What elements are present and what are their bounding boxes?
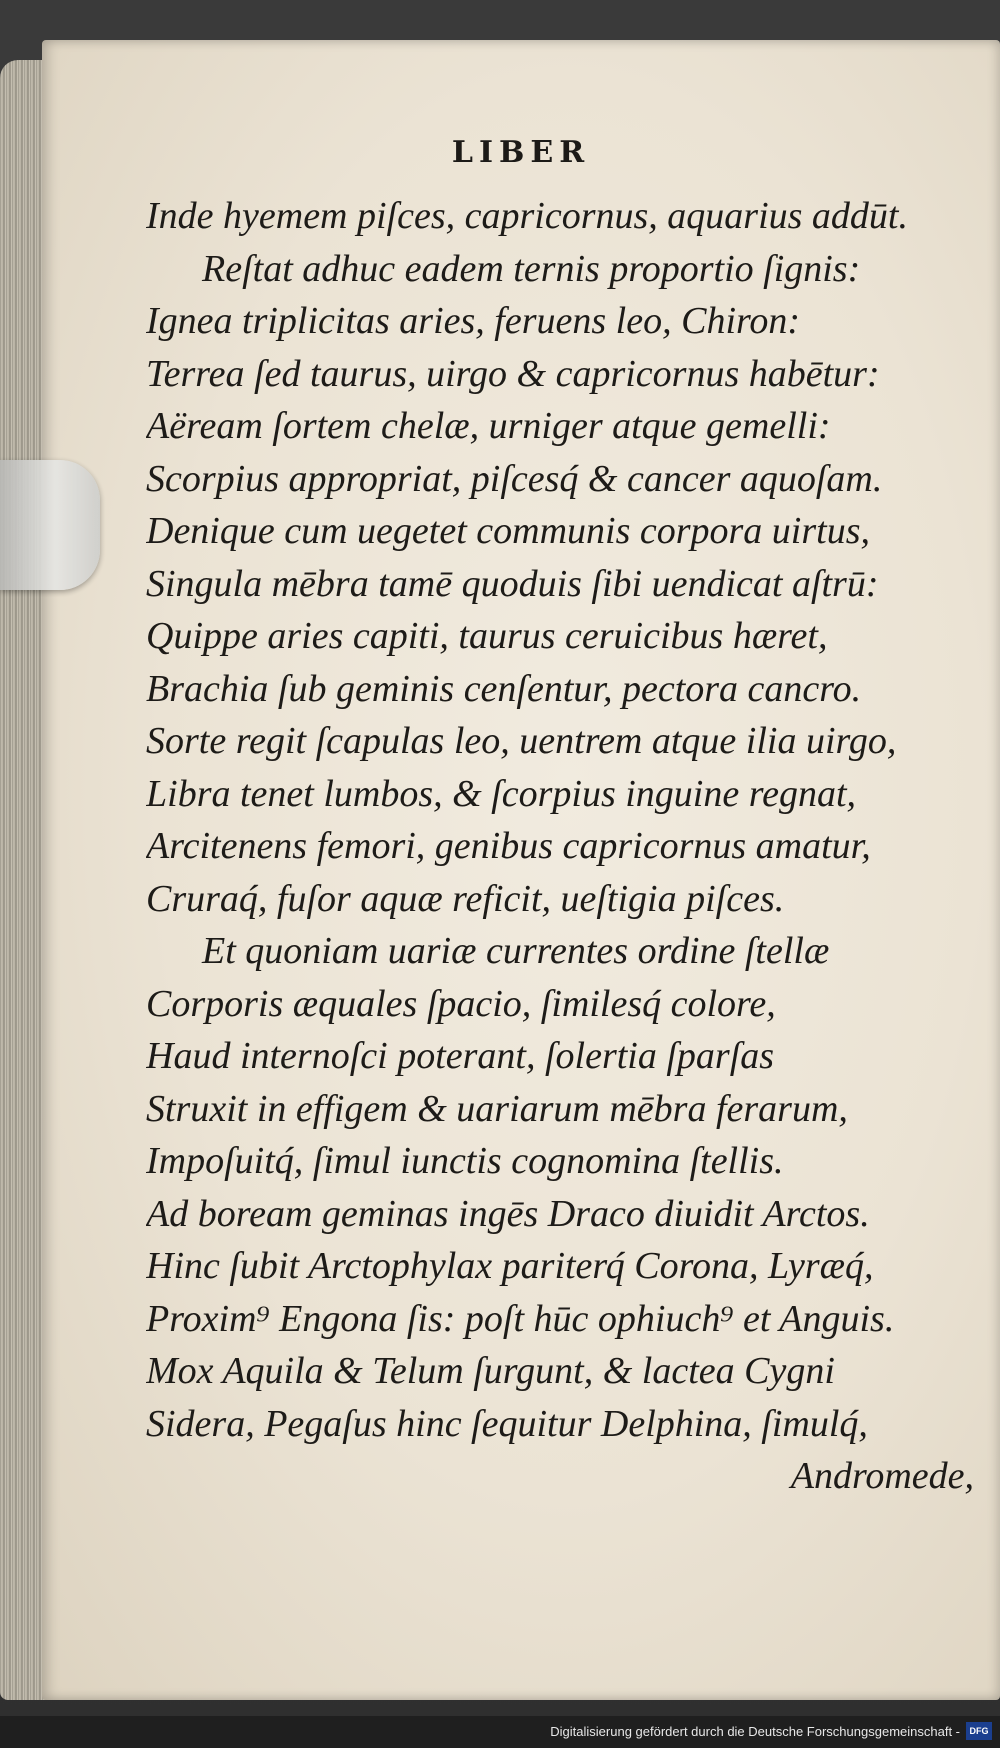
verse-line: Quippe aries capiti, taurus ceruicibus hæret, (146, 615, 828, 657)
book-page (42, 40, 1000, 1700)
verse-lines (146, 190, 986, 1503)
verse-line: Cruraq́, fuſor aquæ reficit, ueſtigia piſces. (146, 877, 785, 920)
digitization-footer (0, 1716, 1000, 1748)
verse-line: Et quoniam uariæ currentes ordine ſtellæ (202, 930, 830, 972)
verse-line: Singula mēbra tamē quoduis ſibi uendicat aſtrū: (146, 562, 879, 605)
verse-line: Denique cum uegetet communis corpora uirtus, (146, 510, 870, 552)
verse-line: Brachia ſub geminis cenſentur, pectora cancro. (146, 667, 862, 710)
verse-line: Ignea triplicitas aries, feruens leo, Chiron: (146, 300, 801, 342)
verse-line: Scorpius appropriat, piſcesq́ & cancer aquoſam. (146, 457, 883, 500)
verse-line: Reſtat adhuc eadem ternis proportio ſignis: (202, 247, 861, 290)
verse-line: Impoſuitq́, ſimul iunctis cognomina ſtellis. (146, 1140, 784, 1182)
verse-line: Arcitenens femori, genibus capricornus amatur, (146, 825, 871, 867)
verse-line: Hinc ſubit Arctophylax pariterq́ Corona, Lyræq́, (146, 1245, 874, 1287)
verse-line: Sorte regit ſcapulas leo, uentrem atque ilia uirgo, (146, 720, 897, 762)
verse-line: Ad boream geminas ingēs Draco diuidit Arctos. (146, 1192, 870, 1235)
funding-credit: Digitalisierung gefördert durch die Deutsche Forschungsgemeinschaft - (550, 1724, 960, 1739)
verse-line: Struxit in effigem & uariarum mēbra ferarum, (146, 1087, 848, 1130)
verse-line: Andromede, (790, 1455, 974, 1497)
verse-line: Libra tenet lumbos, & ſcorpius inguine regnat, (146, 772, 857, 815)
paper-clip-tab (0, 460, 100, 590)
verse-line: Sidera, Pegaſus hinc ſequitur Delphina, ſimulq́, (146, 1402, 868, 1445)
verse-line: Inde hyemem piſces, capricornus, aquarius addūt. (146, 195, 908, 237)
verse-line: Corporis æquales ſpacio, ſimilesq́ colore, (146, 982, 776, 1025)
running-head: LIBER (451, 135, 591, 170)
verse-line: Aëream ſortem chelæ, urniger atque gemelli: (146, 405, 831, 447)
verse-line: Mox Aquila & Telum ſurgunt, & lactea Cygni (146, 1350, 835, 1392)
dfg-logo: DFG (966, 1722, 992, 1740)
verse-line: Haud internoſci poterant, ſolertia ſparſas (146, 1035, 775, 1077)
verse-line: Terrea ſed taurus, uirgo & capricornus habētur: (146, 352, 880, 395)
verse-line: Proxim⁹ Engona ſis: poſt hūc ophiuch⁹ et Anguis. (146, 1297, 895, 1340)
